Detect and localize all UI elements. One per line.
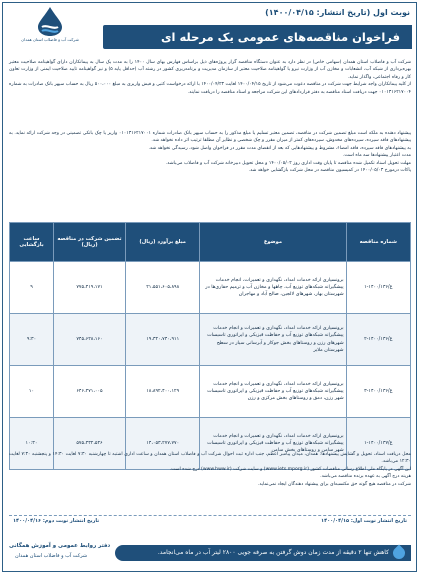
footer-org-name: شرکت آب و فاضلاب استان همدان: [15, 553, 88, 559]
tender-subject: برونسپاری ارائه خدمات امداد، نگهداری و تعمیرات، انجام خدمات پیشگیرانه شبکه‌های توزیع آب، چاهها و مخازن آب و ترمیم حفاری‌ها در شهرستان بهار، شهرهای لالجین، صالح آباد و مهاجران: [200, 262, 346, 314]
col-header-estimate: مبلغ برآورد (ریال): [126, 223, 200, 262]
table-row: [10, 262, 411, 314]
tender-guarantee: ۶۴۶،۴۷۱،۰۰۵: [53, 366, 125, 418]
table-row: [10, 366, 411, 418]
page-title: فراخوان مناقصه‌های عمومی یک مرحله ای: [103, 25, 412, 49]
tender-subject: برونسپاری ارائه خدمات امداد، نگهداری و تعمیرات و انجام خدمات پیشگیرانه شبکه‌های توزیع آب و حفاظت فیزیکی و اپراتوری تاسیسات شهرهای رزن و روستاهای بخش جوکار و آبرسانی سیار در سطح شهرستان ملایر: [200, 314, 346, 366]
footer: [3, 535, 416, 571]
condition-item: مدت اعتبار پیشنهادها سه ماه است.: [342, 153, 411, 159]
public-relations-label: دفتر روابط عمومی و آموزش همگانی: [9, 543, 111, 549]
tender-opening-time: ۹: [10, 262, 54, 314]
tender-guarantee: ۵۷۵،۴۳۲،۵۴۶: [53, 418, 125, 470]
tender-estimate: ۲۱،۵۵۱،۶۰۵،۸۹۸: [126, 262, 200, 314]
slogan-text: کاهش تنها ۲ دقیقه از مدت زمان دوش گرفتن به صرفه جویی ۲۸۰۰ لیتر آب در ماه می‌انجامد.: [157, 549, 389, 556]
intro-paragraph: از کلیه پیمانکاران واجد شرایط جهت شرکت در مناقصه دعوت می‌شود از تاریخ ۱۴۰۰/۰۴/۱۵ لغایت ۱۴۰۰/۰۴/۲۳ با ارائه درخواست کتبی و فیش واریزی به مبلغ ۵۰۰،۰۰۰ ریال به حساب سپهر بانک صادرات به شماره ۰۱۰۱۳۱۶۲۱۷۰۰۴ جهت دریافت اسناد مناقصه به دفتر قراردادهای این شرکت مراجعه و اسناد مناقصه را دریافت نمایند.: [9, 82, 411, 95]
intro-text: [9, 59, 411, 96]
col-header-guarantee: تضمین شرکت در مناقصه (ریال): [53, 223, 125, 262]
closing-item: این آگهی در پایگاه ملی اطلاع رسانی مناقصات کشور (www.iets.mporg.ir) و سایت شرکت (www.hww.ir) درج شده است.: [169, 466, 411, 472]
tender-subject: برونسپاری ارائه خدمات امداد، نگهداری و تعمیرات و انجام خدمات پیشگیرانه شبکه‌های توزیع آب و حفاظت فیزیکی و اپراتوری تاسیسات شهر سامن و روستاهای بخش سامن: [200, 418, 346, 470]
tender-opening-time: ۹:۳۰: [10, 314, 54, 366]
col-header-tender-no: شماره مناقصه: [346, 223, 410, 262]
tender-estimate: ۱۴،۰۵۳،۲۷۷،۷۷۰: [126, 418, 200, 470]
intro-paragraph: شرکت آب و فاضلاب استان همدان (سهامی خاص) در نظر دارد به عنوان دستگاه مناقصه گزار پروژه‌های ذیل براساس فهارس بهای سال ۱۴۰۰ را به مدت یک سال به پیمانکاران دارای گواهینامه صلاحیت معتبر بهره‌برداری از شبکه آب، انشعابات و مخازن آب از وزارت نیرو یا گواهینامه صلاحیت معتبر از سازمان مدیریت و برنامه‌ریزی کشور در رشته آب (حداقل پایه ۵) و نیز گواهینامه تایید صلاحیت ایمنی از وزارت تعاون کار و رفاه اجتماعی، واگذار نماید.: [9, 60, 411, 80]
tender-subject: برونسپاری ارائه خدمات امداد، نگهداری و تعمیرات و انجام خدمات پیشگیرانه شبکه‌های توزیع آب و حفاظت فیزیکی و اپراتوری تاسیسات شهر رزن، دمق و روستاهای بخش مرکزی و رزن: [200, 366, 346, 418]
col-header-subject: موضوع: [200, 223, 346, 262]
condition-item: پیشنهاد دهنده به ملکه است مبلغ تضمین شرکت در مناقصه، تضمین معتبر تسلیم یا مبلغ مذکور را به حساب سپهر بانک صادرات شماره ۰۱۰۱۳۱۶۲۱۷۰۰۱ واریز یا چک بانکی تضمینی در وجه شرکت ارائه نماید. به پیشنهادهای فاقد سپرده، سپرده‌های مخدوش، سپرده‌های کمتر از میزان مقرر و چک شخصی و نظایر آن مطلقا ترتیب اثر داده نخواهد شد.: [9, 131, 411, 144]
condition-item: مهلت تحویل اسناد تکمیل شده مناقصه تا پایان وقت اداری روز ۱۴۰۰/۰۵/۰۲ و محل تحویل دبیرخانه شرکت آب و فاضلاب می‌باشد.: [165, 160, 411, 166]
water-drop-logo-icon: [30, 5, 70, 37]
water-saving-slogan: [115, 545, 411, 561]
logo-org-name: شرکت آب و فاضلاب استان همدان: [21, 37, 79, 42]
first-publication-notice: نوبت اول (تاریخ انتشار: ۱۴۰۰/۰۴/۱۵): [265, 8, 410, 17]
closing-notes: [9, 451, 411, 488]
tender-opening-time: ۱۰: [10, 366, 54, 418]
conditions-list: [9, 130, 411, 174]
second-publication-date: تاریخ انتشار نوبت دوم: ۱۴۰۰/۰۴/۱۶: [13, 518, 100, 524]
document-frame: [2, 2, 417, 572]
col-header-opening-time: ساعت بازگشایی: [10, 223, 54, 262]
water-drop-icon: [391, 545, 408, 562]
tender-number: ع/۱۴۰۰/۱۳۷-۱: [346, 418, 410, 470]
condition-item: پاکات درمورخ ۱۴۰۰/۰۵/۰۳ در کمیسیون مناقصه در محل شرکت بازگشایی خواهد شد.: [248, 168, 411, 174]
tender-guarantee: ۷۷۵،۴۱۹،۱۷۱: [53, 262, 125, 314]
publication-dates: [9, 515, 411, 526]
first-publication-date: تاریخ انتشار نوبت اول: ۱۴۰۰/۰۴/۱۵: [321, 518, 407, 524]
closing-item: شرکت در مناقصه هیچ گونه حق مکتسبه‌ای برای پیشنهاد دهندگان ایجاد نمی‌نماید.: [257, 481, 411, 487]
table-row: [10, 314, 411, 366]
company-logo: [7, 5, 93, 53]
tender-opening-time: ۱۰:۳۰: [10, 418, 54, 470]
tender-estimate: ۱۸،۸۹۲،۴۰۰،۱۲۹: [126, 366, 200, 418]
tenders-table: [9, 222, 411, 470]
closing-item: هزینه درج آگهی به عهده برنده مناقصه می‌باشد.: [320, 474, 411, 480]
closing-item: محل دریافت اسناد، تحویل و گشایش پیشنهادها: همدان، میدان پیامبر اعظم، جنب اداره ثبت احوال شرکت آب و فاضلاب استان همدان و ساعت اداری اشتبه تا چهارشنبه ۷:۳۰ لغایت ۱۴:۳۰ و پنجشنبه ۷:۳۰ لغایت ۱۲:۳۰ می‌باشد.: [9, 452, 412, 465]
tender-guarantee: ۷۴۵،۶۲۸،۱۶۰: [53, 314, 125, 366]
tender-number: ع/۱۴۰۰/۱۳۶-۳: [346, 366, 410, 418]
tender-number: ع/۱۴۰۰/۱۳۶-۱: [346, 262, 410, 314]
tender-estimate: ۱۹،۳۲۰،۷۴۰،۹۱۱: [126, 314, 200, 366]
table-header-row: [10, 223, 411, 262]
tender-number: ع/۱۴۰۰/۱۳۶-۲: [346, 314, 410, 366]
header: [3, 3, 416, 55]
condition-item: به پیشنهادهای فاقد سپرده، فاقد امضاء، مشروط و پیشنهادهایی که بعد از انقضای مدت مقرر در فراخوان واصل شود، رسیدگی نخواهد شد.: [148, 145, 411, 151]
